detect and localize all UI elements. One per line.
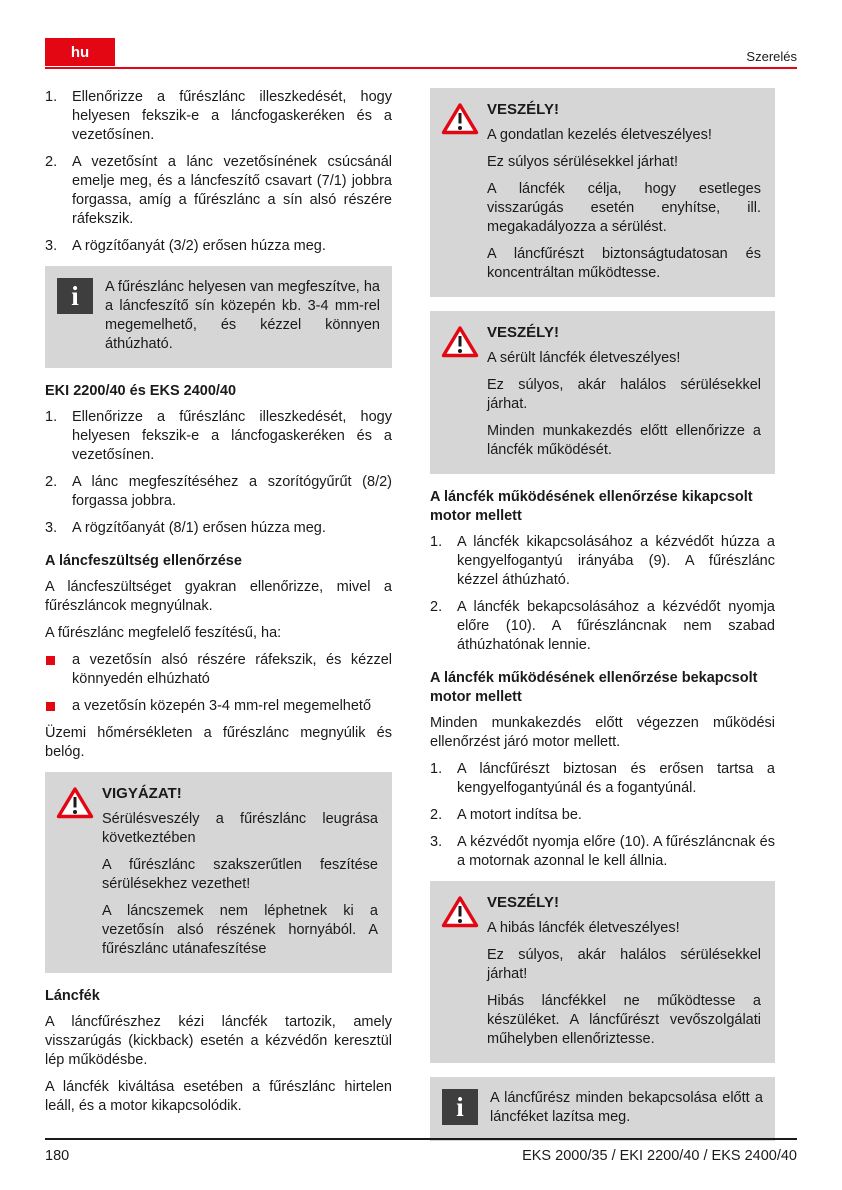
paragraph: A láncfék kiváltása esetében a fűrészlánc hirtelen leáll, és a motor kikapcsolódik.: [45, 1079, 392, 1114]
paragraph: A láncfűrészhez kézi láncfék tartozik, amely visszarúgás (kickback) esetén a kézvédőn keresztül lép működésbe.: [45, 1014, 392, 1068]
danger-text: A sérült láncfék életveszélyes!: [487, 350, 681, 366]
language-badge: hu: [45, 38, 115, 66]
bullet-list-tension: [45, 651, 392, 716]
danger-box-faulty-brake: [430, 881, 775, 1063]
page-header: [45, 36, 797, 69]
danger-title: VESZÉLY!: [487, 324, 559, 341]
steps-brake-check-off: [430, 533, 775, 655]
heading-brake-check-motor-off: A láncfék működésének ellenőrzése kikapcsolt motor mellett: [430, 489, 753, 524]
danger-box-careless-use: [430, 88, 775, 297]
step-item: Ellenőrizze a fűrészlánc illeszkedését, hogy helyesen fekszik-e a láncfogaskeréken és a vezetősínen.: [72, 89, 392, 143]
info-icon: i: [57, 278, 93, 314]
warning-triangle-icon: [441, 325, 479, 359]
heading-brake-check-motor-on: A láncfék működésének ellenőrzése bekapcsolt motor mellett: [430, 670, 758, 705]
info-icon: i: [442, 1089, 478, 1125]
left-column: [45, 88, 392, 1155]
paragraph: A láncfeszültséget gyakran ellenőrizze, mivel a fűrészláncok megnyúlnak.: [45, 579, 392, 614]
info-text: A fűrészlánc helyesen van megfeszítve, ha a láncfeszítő sín közepén kb. 3-4 mm-rel megemelhető, és kézzel könnyen áthúzható.: [105, 279, 380, 352]
caution-text: A láncszemek nem léphetnek ki a vezetősín alsó részének hornyából. A fűrészlánc utánafeszítése: [102, 903, 378, 957]
paragraph: Minden munkakezdés előtt végezzen működési ellenőrzést járó motor mellett.: [430, 715, 775, 750]
paragraph: Üzemi hőmérsékleten a fűrészlánc megnyúlik és belóg.: [45, 725, 392, 760]
model-list: EKS 2000/35 / EKI 2200/40 / EKS 2400/40: [522, 1148, 797, 1164]
warning-triangle-icon: [441, 102, 479, 136]
step-item: A láncfék bekapcsolásához a kézvédőt nyomja előre (10). A fűrészláncnak nem szabad áthúzhatónak lennie.: [457, 599, 775, 653]
danger-text: A gondatlan kezelés életveszélyes!: [487, 127, 712, 143]
danger-text: Ez súlyos, akár halálos sérülésekkel járhat.: [487, 377, 761, 412]
page-content: [45, 88, 797, 1155]
steps-chain-fit-eks: [45, 88, 392, 256]
danger-text: A láncfék célja, hogy esetleges visszarúgás esetén enyhítse, ill. megakadályozza a sérülést.: [487, 181, 761, 235]
step-item: A motort indítsa be.: [457, 807, 582, 823]
bullet-item: a vezetősín közepén 3-4 mm-rel megemelhető: [45, 697, 392, 716]
info-text: A láncfűrész minden bekapcsolása előtt a láncféket lazítsa meg.: [490, 1090, 763, 1125]
right-column: [430, 88, 775, 1155]
info-box-chain-tension: [45, 266, 392, 368]
step-item: A láncfűrészt biztosan és erősen tartsa a kengyelfogantyúnál és a fogantyúnál.: [457, 761, 775, 796]
bullet-item: a vezetősín alsó részére ráfekszik, és kézzel könnyedén elhúzható: [45, 651, 392, 689]
info-box-release-brake: [430, 1077, 775, 1141]
page-number: 180: [45, 1148, 70, 1164]
warning-triangle-icon: [441, 895, 479, 929]
heading-chain-brake: Láncfék: [45, 988, 100, 1004]
step-item: A rögzítőanyát (3/2) erősen húzza meg.: [72, 238, 326, 254]
caution-box: [45, 772, 392, 973]
danger-text: Minden munkakezdés előtt ellenőrizze a láncfék működését.: [487, 423, 761, 458]
danger-title: VESZÉLY!: [487, 101, 559, 118]
steps-chain-fit-eki: [45, 408, 392, 538]
step-item: A lánc megfeszítéséhez a szorítógyűrűt (8/2) forgassa jobbra.: [72, 474, 392, 509]
caution-title: VIGYÁZAT!: [102, 785, 182, 802]
step-item: A vezetősínt a lánc vezetősínének csúcsánál emelje meg, és a láncfeszítő csavart (7/1) jobbra forgassa, amíg a fűrészlánc a sín alsó részére ráfekszik.: [72, 154, 392, 227]
danger-text: A hibás láncfék életveszélyes!: [487, 920, 680, 936]
warning-triangle-icon: [56, 786, 94, 820]
steps-brake-check-on: [430, 760, 775, 871]
step-item: A kézvédőt nyomja előre (10). A fűrészláncnak és a motornak azonnal le kell állnia.: [457, 834, 775, 869]
paragraph: A fűrészlánc megfelelő feszítésű, ha:: [45, 625, 282, 641]
caution-text: A fűrészlánc szakszerűtlen feszítése sérülésekhez vezethet!: [102, 857, 378, 892]
step-item: A rögzítőanyát (8/1) erősen húzza meg.: [72, 520, 326, 536]
danger-text: Ez súlyos sérülésekkel járhat!: [487, 154, 678, 170]
page-footer: [45, 1138, 797, 1164]
danger-text: Ez súlyos, akár halálos sérülésekkel járhat!: [487, 947, 761, 982]
step-item: A láncfék kikapcsolásához a kézvédőt húzza a kengyelfogantyú irányába (9). A fűrészlánc kézzel áthúzható.: [457, 534, 775, 588]
caution-text: Sérülésveszély a fűrészlánc leugrása következtében: [102, 811, 378, 846]
danger-box-damaged-brake: [430, 311, 775, 474]
heading-chain-tension-check: A láncfeszültség ellenőrzése: [45, 553, 242, 569]
step-item: Ellenőrizze a fűrészlánc illeszkedését, hogy helyesen fekszik-e a láncfogaskeréken és a vezetősínen.: [72, 409, 392, 463]
danger-text: Hibás láncfékkel ne működtesse a készüléket. A láncfűrészt vevőszolgálati műhelyben ellenőriztesse.: [487, 993, 761, 1047]
section-label: Szerelés: [746, 49, 797, 64]
danger-text: A láncfűrészt biztonságtudatosan és koncentráltan működtesse.: [487, 246, 761, 281]
danger-title: VESZÉLY!: [487, 894, 559, 911]
heading-eki-eks-models: EKI 2200/40 és EKS 2400/40: [45, 383, 237, 399]
